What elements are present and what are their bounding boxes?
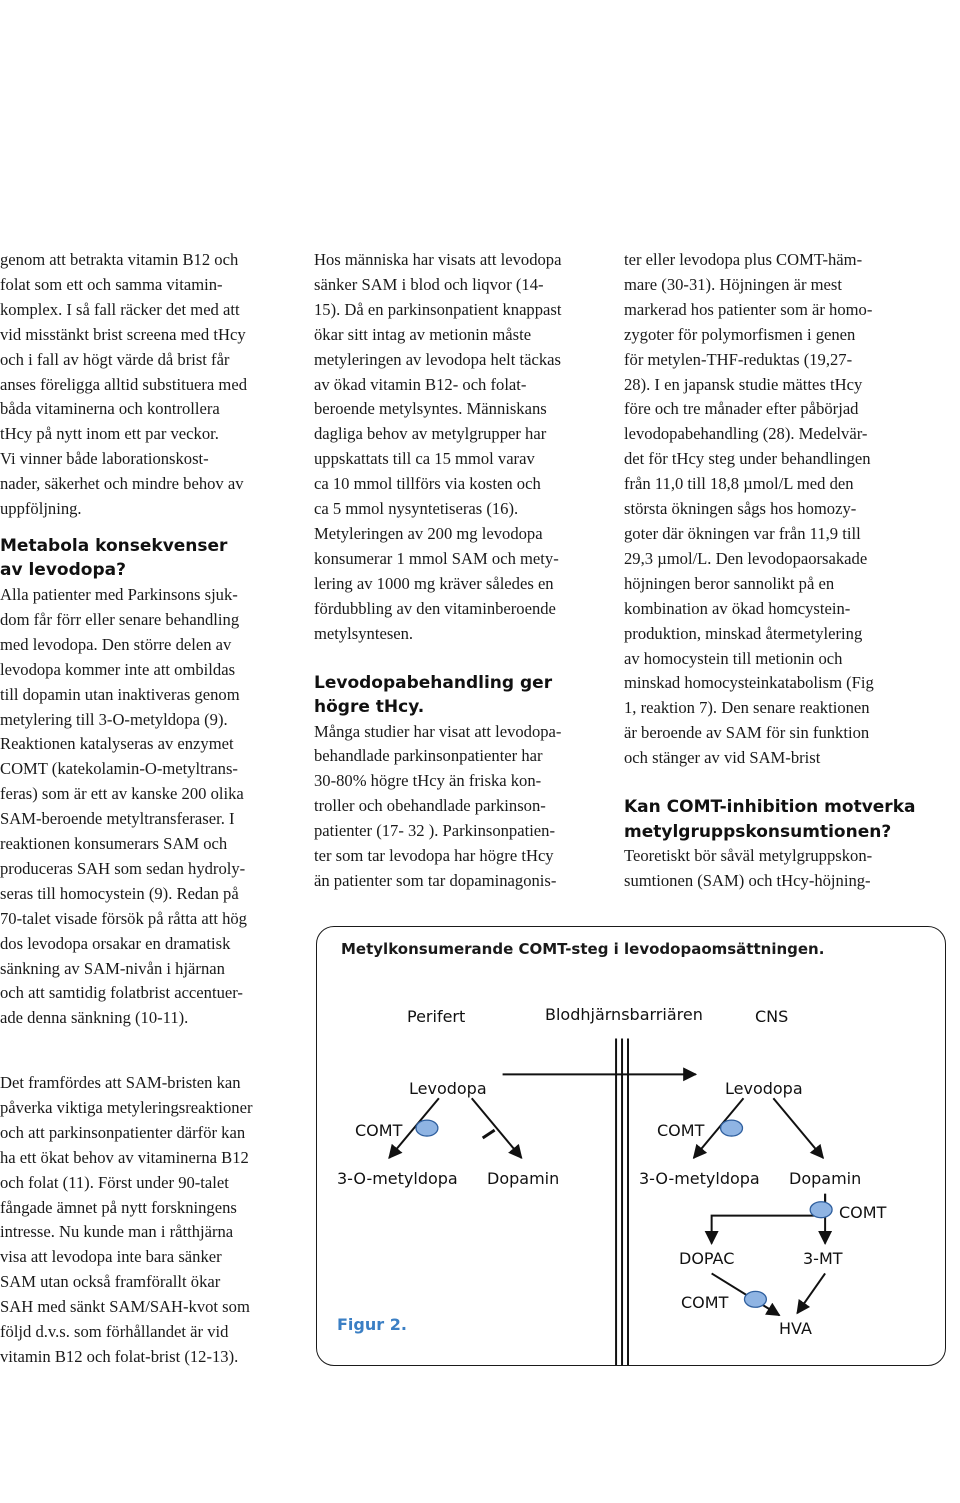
- comt-enzyme-oval-dopamin: [810, 1202, 832, 1218]
- pathway-diagram: [317, 927, 945, 1365]
- arrow-dopamin-to-dopac: [712, 1194, 825, 1244]
- label-hva: HVA: [779, 1319, 812, 1338]
- paragraph: genom att betrakta vitamin B12 och folat som ett och samma vitamin- komplex. I så fall räcker det med att vid misstänkt brist screena med tHcy och i fall av högt värde då brist får anses föreligga alltid substituera med båda vitaminerna och kontrollera tHcy på nytt inom ett par veckor. Vi vinner både laborationskost- nader, säkerhet och mindre behov av uppföljning.: [0, 250, 247, 519]
- column-2: [314, 248, 604, 894]
- paragraph: Det framfördes att SAM-bristen kan påverka viktiga metyleringsreaktioner och att parkinsonpatienter därför kan ha ett ökat behov av vitaminerna B12 och folat (11). Först under 90-talet fångade ämnet på nytt forskningens intresse. Nu kunde man i råtthjärna visa att levodopa inte bara sänker SAM utan också framförallt ökar SAH med sänkt SAM/SAH-kvot som följd d.v.s. som förhållandet är vid vitamin B12 och folat-brist (12-13).: [0, 1073, 253, 1366]
- figure-title: Metylkonsumerande COMT-steg i levodopaomsättningen.: [341, 940, 825, 958]
- column-1-continued: [0, 1071, 300, 1370]
- figure-label: Figur 2.: [337, 1315, 407, 1334]
- blocked-mark: [483, 1130, 495, 1138]
- label-omd-right: 3-O-metyldopa: [639, 1169, 760, 1188]
- comt-enzyme-oval-bottom: [744, 1291, 766, 1307]
- paragraph: Alla patienter med Parkinsons sjuk- dom får förr eller senare behandling med levodopa. Den större delen av levodopa kommer inte att ombildas till dopamin utan inaktiveras genom metylering till 3-O-metyldopa (9). Reaktionen katalyseras av enzymet COMT (katekolamin-O-metyltrans- feras) som är ett av kanske 200 olika SAM-beroende metyltransferaser. I reaktionen konsumerars SAM och produceras SAH som sedan hydroly- seras till homocystein (9). Redan på 70-talet visade försök på råtta att hög dos levodopa orsakar en dramatisk sänkning av SAM-nivån i hjärnan och att samtidig folatbrist accentuer- ade denna sänkning (10-11).: [0, 584, 247, 1028]
- section-heading: Kan COMT-inhibition motverka metylgruppskonsumtionen?: [624, 797, 916, 842]
- label-levodopa-left: Levodopa: [409, 1079, 487, 1098]
- arrow-levodopa-to-dopamin-left: [472, 1098, 522, 1158]
- label-comt-right: COMT: [657, 1121, 705, 1140]
- paragraph: ter eller levodopa plus COMT-häm- mare (30-31). Höjningen är mest markerad hos patienter som är homo- zygoter för polymorfismen i genen för metylen-THF-reduktas (19,27- 28). I en japansk studie mättes tHcy före och tre månader efter påbörjad levodopabehandling (28). Medelvär- det för tHcy steg under behandlingen från 11,0 till 18,8 µmol/L med den största ökningen sågs hos homozy- goter där ökningen var från 11,9 till 29,3 µmol/L. Den levodopaorsakade höjningen beror sannolikt på en kombination av ökad homcystein- produktion, minskad återmetylering av homocystein till metionin och minskad homocysteinkatabolism (Fig 1, reaktion 7). Den senare reaktionen är beroende av SAM för sin funktion och stänger av vid SAM-brist: [624, 250, 874, 768]
- figure-box: [316, 926, 946, 1366]
- section-heading: Levodopabehandling ger högre tHcy.: [314, 672, 553, 717]
- paragraph: Teoretiskt bör såväl metylgruppskon- sumtionen (SAM) och tHcy-höjning-: [624, 846, 873, 890]
- column-1: [0, 248, 300, 1031]
- arrow-levodopa-to-dopamin-right: [773, 1098, 823, 1158]
- label-3mt: 3-MT: [803, 1249, 843, 1268]
- column-3: [624, 248, 924, 894]
- label-dopac: DOPAC: [679, 1249, 735, 1268]
- label-comt-dopamin: COMT: [839, 1203, 887, 1222]
- comt-enzyme-oval-left: [416, 1120, 438, 1136]
- label-dopamin-right: Dopamin: [789, 1169, 862, 1188]
- paragraph: Hos människa har visats att levodopa sänker SAM i blod och liqvor (14- 15). Då en parkinsonpatient knappast ökar sitt intag av metionin måste metyleringen av levodopa helt täckas av ökad vitamin B12- och folat- beroende metylsyntes. Människans dagliga behov av metylgrupper har uppskattats till ca 15 mmol varav ca 10 mmol tillförs via kosten och ca 5 mmol nysyntetiseras (16). Metyleringen av 200 mg levodopa konsumerar 1 mmol SAM och mety- lering av 1000 mg kräver således en fördubbling av den vitaminberoende metylsyntesen.: [314, 250, 562, 643]
- label-dopamin-left: Dopamin: [487, 1169, 560, 1188]
- label-omd-left: 3-O-metyldopa: [337, 1169, 458, 1188]
- label-perifert: Perifert: [407, 1007, 466, 1026]
- comt-enzyme-oval-right: [721, 1120, 743, 1136]
- label-comt-left: COMT: [355, 1121, 403, 1140]
- label-comt-bottom: COMT: [681, 1293, 729, 1312]
- paragraph: Många studier har visat att levodopa- behandlade parkinsonpatienter har 30-80% högre tHcy än friska kon- troller och obehandlade parkinson- patienter (17- 32 ). Parkinsonpatien- ter som tar levodopa har högre tHcy än patienter som tar dopaminagonis-: [314, 721, 562, 890]
- label-levodopa-right: Levodopa: [725, 1079, 803, 1098]
- section-heading: Metabola konsekvenser av levodopa?: [0, 535, 228, 581]
- arrow-3mt-to-hva: [797, 1273, 825, 1313]
- label-barrier: Blodhjärnsbarriären: [545, 1005, 703, 1024]
- label-cns: CNS: [755, 1007, 789, 1026]
